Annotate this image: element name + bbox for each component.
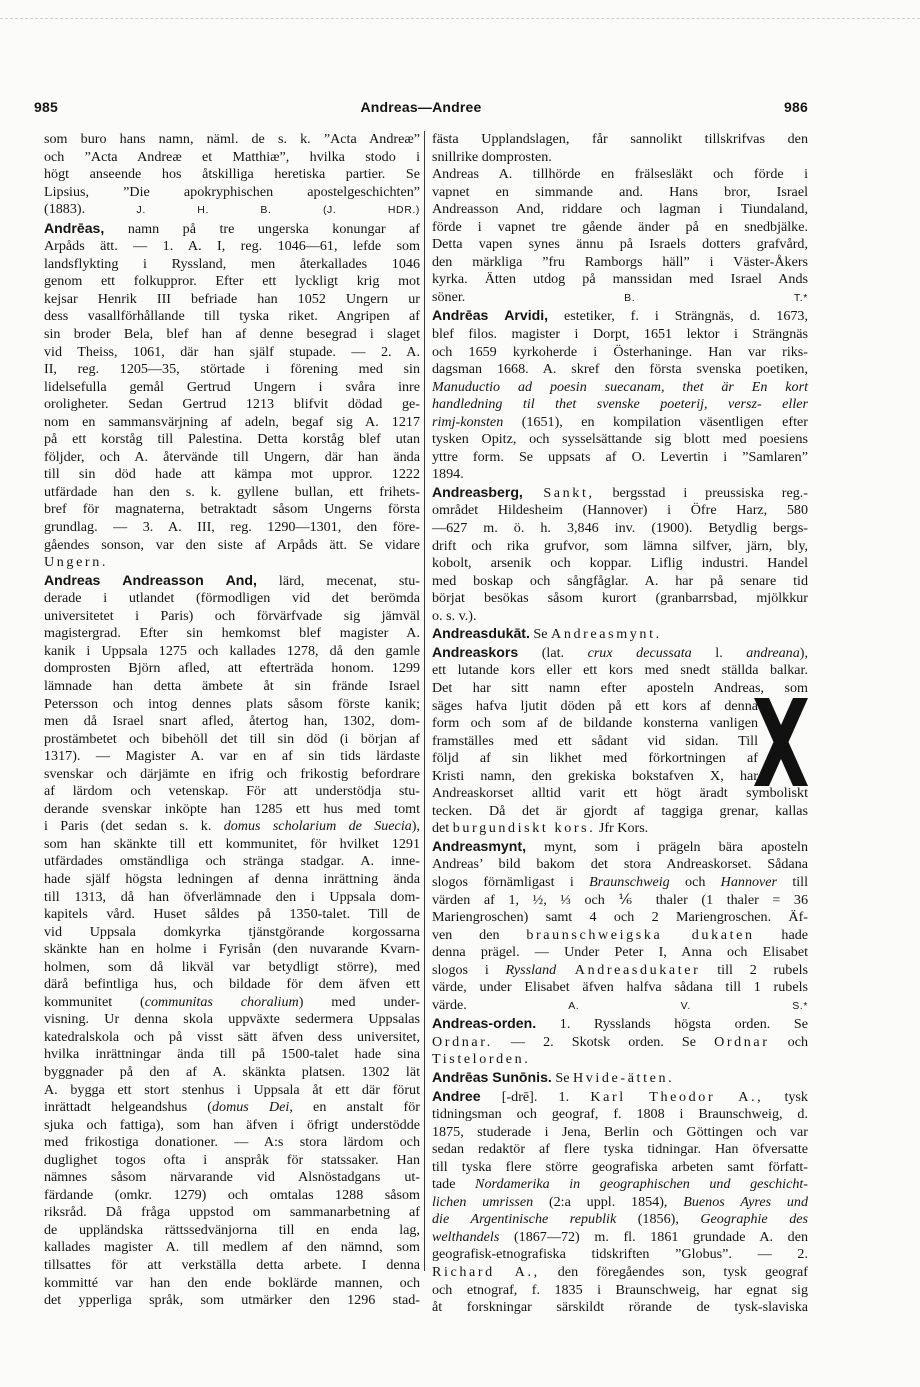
text-line: Detta vapen synes ännu på Israels dotters grafvård, xyxy=(432,236,808,253)
text-line: derande svenskar inköpte han 1285 ett hus med tomt xyxy=(44,800,420,817)
text-line: utfärdade han den s. k. gyllene bullan, ett frihets- xyxy=(44,483,420,500)
text-line: Andreaskorset alltid varit ett högt äradt symboliskt xyxy=(432,785,808,802)
text-line: snillrike domprosten. xyxy=(432,148,552,165)
line-text: värde. xyxy=(432,996,467,1013)
text-line: och ”Acta Andreæ et Matthiæ”, hvilka stodo i xyxy=(44,148,420,165)
headword: Andreaskors xyxy=(432,643,519,660)
text-line: de uppländska rättssedvänjorna till en enda lag, xyxy=(44,1221,420,1238)
line-text: ), xyxy=(411,818,420,835)
headword: Andreas-orden. xyxy=(432,1015,537,1032)
entry-start xyxy=(432,307,808,326)
text-line: kyrka. Ätten utdog på manssidan med Israel Ands xyxy=(432,271,808,288)
text-line: landsflykting i Ryssland, men återkallades 1046 xyxy=(44,255,420,272)
text-line: universitetet i Paris) och förvärfvade sig jämväl xyxy=(44,607,420,624)
text-line xyxy=(432,414,808,432)
line-text: ven den xyxy=(432,926,527,943)
line-text: och xyxy=(769,1033,809,1050)
text-line: lämnade han detta ämbete åt sin frände Israel xyxy=(44,677,420,694)
headword: Andreasmynt, xyxy=(432,837,526,854)
text-line xyxy=(432,962,808,980)
text-line: Andreas’ bild bakom det stora Andreaskorset. Sådana xyxy=(432,856,808,873)
line-text: inrättadt helgeandshus ( xyxy=(44,1099,212,1116)
spaced-term: Sankt, xyxy=(522,484,595,501)
text-line: hade själf högsta ledningen af denna inrättning ända xyxy=(44,870,420,887)
text-line: tecken. Då det är gjordt af taggiga grenar, kallas xyxy=(432,802,808,819)
text-line: vid Uppsala domkyrka tjänstgörande korgossarna xyxy=(44,923,420,940)
right-column xyxy=(432,131,809,1316)
text-line xyxy=(432,820,808,838)
text-line: därå befintliga hus, och bildade för dem äfven ett xyxy=(44,976,420,993)
text-line: följd af sin likhet med förkortningen af xyxy=(432,750,758,767)
entry-start xyxy=(432,1088,808,1107)
line-text: ) med under- xyxy=(298,993,420,1010)
text-line: framställes med ett sådant vid sidan. Till xyxy=(432,732,758,749)
running-title: Andreas—Andree xyxy=(360,99,482,115)
italic-term: domus Dei, xyxy=(211,1099,293,1116)
line-text: Se xyxy=(551,1069,573,1086)
line-text: ), xyxy=(799,644,808,661)
line-text: slogos förnämligast i xyxy=(432,873,590,890)
text-line: gåendes sonson, var den siste af Arpåds ätt. Se vidare xyxy=(44,536,420,553)
line-text: och xyxy=(669,873,721,890)
spaced-term: burgundiskt kors. xyxy=(452,820,596,837)
line-text: det xyxy=(432,820,453,837)
line-text: hade xyxy=(754,926,808,943)
italic-term: welthandels xyxy=(432,1228,500,1245)
line-text: till xyxy=(777,873,809,890)
text-line: tysken Opitz, och sysselsättande sig blott med poesiens xyxy=(432,431,808,448)
text-line: börjat besökas såsom kurort (granbarrsbad, mjölkkur xyxy=(432,590,808,607)
cross-reference: Ordnar xyxy=(714,1033,770,1050)
text-line xyxy=(432,997,808,1016)
text-line: kobolt, arsenik och koppar. Liflig industri. Handel xyxy=(432,555,808,572)
left-column xyxy=(44,131,420,1309)
line-text: tade xyxy=(432,1176,476,1193)
text-line: domprosten Björn afled, att efterträda honom. 1299 xyxy=(44,660,420,677)
spaced-term: braunschweigska dukaten xyxy=(526,926,755,943)
text-line: som buro hans namn, näml. de s. k. ”Acta Andreæ” xyxy=(44,131,420,147)
text-line xyxy=(44,818,420,836)
page-top-rule xyxy=(0,18,920,19)
text-line xyxy=(432,1034,808,1052)
text-line: sjuka och fattiga), som han äfven i öfrigt understödde xyxy=(44,1116,420,1133)
text-line: tillsattes för att verkställa detta arbete. I denna xyxy=(44,1257,420,1273)
text-line: den märkliga ”fru Ramborgs häll” i Väster-Åkers xyxy=(432,253,808,270)
entry-start xyxy=(432,1069,808,1088)
text-line: duglighet togos ofta i anspråk för statssaker. Han xyxy=(44,1151,420,1168)
text-line: med frikostiga donationer. — A:s stora lärdom och xyxy=(44,1134,420,1151)
line-text: tysk xyxy=(763,1088,808,1105)
text-line: säges hafva ljutit döden på ett kors af denna xyxy=(432,697,758,714)
line-text: estetiker, f. i Strängnäs, d. 1673, xyxy=(548,308,808,325)
text-line: men då Israel snart afled, återtog han, 1302, dom- xyxy=(44,713,420,730)
entry-start xyxy=(44,572,420,591)
text-line: genom ett folkuppror. Efter ett lyckligt krig mot xyxy=(44,273,420,290)
text-line: åt forskningar särskildt rörande de tysk-slaviska xyxy=(432,1299,808,1316)
page-number-left: 985 xyxy=(34,99,58,115)
text-line: kallades magister A. till medlem af den nämnd, som xyxy=(44,1239,420,1256)
text-line: förde i vapnet tre gående änder på en snedbjälke. xyxy=(432,218,808,235)
text-line: skänkte han en holme i Fyrisån (den nuvarande Kvarn- xyxy=(44,941,420,958)
line-text: — 2. Skotsk orden. Se xyxy=(492,1033,715,1050)
cross-reference: Hvide-ätten. xyxy=(572,1069,675,1086)
italic-term: andreana xyxy=(746,644,800,661)
text-line: till 1313, då han öfverlämnade den i Uppsala dom- xyxy=(44,888,420,905)
column-divider xyxy=(424,131,425,1271)
entry-start xyxy=(432,625,808,644)
text-line: A. bygga ett stort stenhus i Uppsala åt ett där förut xyxy=(44,1081,420,1098)
italic-term: Ryssland xyxy=(505,961,557,978)
spaced-term: Andreasdukater xyxy=(556,961,701,978)
text-line xyxy=(44,201,420,220)
text-line: vapnet en simmande and. Hans bror, Israel xyxy=(432,183,808,200)
text-line: kanik i Uppsala 1275 och kallades 1278, då den gamle xyxy=(44,642,420,659)
text-line: byggnader på den af A. skänkta platsen. 1302 lät xyxy=(44,1063,420,1080)
italic-term: lichen umrissen xyxy=(432,1193,534,1210)
text-line xyxy=(432,1229,808,1247)
text-line xyxy=(432,874,808,892)
text-line: nämnes såsom närvarande vid Alsnöstadgans ut- xyxy=(44,1169,420,1186)
text-line: o. s. v.). xyxy=(432,607,477,624)
line-text: [-drē]. 1. xyxy=(480,1088,591,1105)
italic-term: communitas choralium xyxy=(144,993,299,1010)
text-line: denna prägel. — Under Peter I, Anna och Elisabet xyxy=(432,944,808,961)
line-text: den föregåendes son, tysk geograf xyxy=(539,1264,809,1280)
text-line: färdande (omkr. 1279) och omtalas 1288 såsom xyxy=(44,1186,420,1203)
entry-start xyxy=(432,644,808,663)
italic-title-line: Manuductio ad poesin suecanam, thet är En kort xyxy=(432,378,808,395)
text-line: riksråd. Då fråga uppstod om sammanarbetning af xyxy=(44,1204,420,1221)
cross-figure-block xyxy=(432,698,808,786)
text-line: och 1659 kyrkoherde i Österhaninge. Han var riks- xyxy=(432,343,808,360)
line-text: lärd, mecenat, stu- xyxy=(256,572,420,589)
text-line: värde, under Elisabet äfven halfva sådana till 1 rubels xyxy=(432,979,808,996)
line-text: (2:a uppl. 1854), xyxy=(533,1193,684,1210)
text-line: magistergrad. Efter sin hemkomst blef magister A. xyxy=(44,625,420,642)
page-number-right: 986 xyxy=(784,99,808,115)
text-line: Petersson och intog dennes plats såsom förste kanik; xyxy=(44,695,420,712)
text-line: området Hildesheim (Hannover) i Öfre Harz, 580 xyxy=(432,502,808,519)
headword: Andreasberg, xyxy=(432,483,523,500)
text-line: Andreas A. tillhörde en frälsesläkt och förde i xyxy=(432,166,808,183)
text-line: drift och rika grufvor, som lämna silfver, järn, bly, xyxy=(432,537,808,554)
text-line: form och som af de bildande konsterna vanligen xyxy=(432,715,758,732)
line-text: (1651), en kompilation väsentligen efter xyxy=(503,413,808,430)
text-line: till tyska flere större geografiska arbeten samt författ- xyxy=(432,1158,808,1175)
entry-start xyxy=(432,1015,808,1034)
cross-reference: Ungern. xyxy=(44,554,108,571)
line-text: till 2 rubels xyxy=(700,961,808,978)
italic-term: domus scholarium de Suecia xyxy=(223,818,412,835)
text-line: 1894. xyxy=(432,466,464,483)
text-line: på ett korståg till Palestina. Detta korståg blef utan xyxy=(44,431,420,448)
headword: Andrēas, xyxy=(44,219,105,236)
text-line: värden af 1, ½, ⅓ och ⅙ thaler (1 thaler = 36 xyxy=(432,891,808,908)
text-line: visning. Ur denna skola uppväxte sedermera Uppsalas xyxy=(44,1011,420,1028)
text-line: af lärdom och vetenskap. För att understödja stu- xyxy=(44,783,420,800)
entry-start xyxy=(44,220,420,239)
line-text: söner. xyxy=(432,288,466,305)
author-signature: A. V. S.* xyxy=(568,999,808,1012)
text-line: prostämbetet och bibehöll det till sin död (i början af xyxy=(44,730,420,747)
text-line: kommitté var han den ende boklärde mannen, och xyxy=(44,1274,420,1291)
italic-term: rimj-konsten xyxy=(432,413,504,430)
text-line xyxy=(432,1194,808,1212)
italic-term: Geographie des xyxy=(700,1211,808,1228)
line-text: (lat. xyxy=(518,644,588,661)
text-line xyxy=(432,927,808,945)
line-text: (1867—72) m. fl. 1861 grundade A. den xyxy=(499,1228,808,1245)
headword: Andrēas Arvidi, xyxy=(432,307,549,324)
text-line xyxy=(432,289,808,308)
cross-reference: Andreasmynt. xyxy=(551,626,662,643)
text-line: följder, och A. återvände till Ungern, där han ända xyxy=(44,448,420,465)
text-line: Kristi namn, den grekiska bokstafven X, har xyxy=(432,767,758,784)
line-text: namn på tre ungerska konungar af xyxy=(104,220,420,237)
text-line: vid Theiss, 1061, där han själf stupade. — 2. A. xyxy=(44,343,420,360)
text-line: till sin död hade att kämpa mot uppror. 1222 xyxy=(44,466,420,483)
text-line: oroligheter. Sedan Gertrud 1213 blifvit dödad ge- xyxy=(44,396,420,413)
line-text: i Paris (det sedan s. k. xyxy=(44,818,224,835)
entry-start xyxy=(432,838,808,857)
italic-term: Buenos Ayres und xyxy=(683,1193,808,1210)
text-line: yttre form. Se uppsats af O. Levertin i ”Samlaren” xyxy=(432,448,808,465)
text-line: Mariengroschen) samt 4 och 2 Mariengroschen. Äf- xyxy=(432,909,808,926)
text-line: 1317). — Magister A. var en af sin tids lärdaste xyxy=(44,748,420,765)
italic-term: Nordamerika in geographischen und geschicht- xyxy=(475,1176,809,1193)
italic-term: Hannover xyxy=(720,873,778,890)
text-line: bref för magnaterna, betraktadt såsom Ungerns första xyxy=(44,501,420,518)
line-text: bergsstad i preussiska reg.- xyxy=(594,484,808,501)
line-text: 1. Rysslands högsta orden. Se xyxy=(536,1016,808,1033)
text-line: 1875, studerade i Jena, Berlin och Göttingen och var xyxy=(432,1123,808,1140)
page-header xyxy=(34,99,808,119)
text-line: utfärdades omständliga och stränga stadgar. A. inne- xyxy=(44,853,420,870)
headword: Andrēas Sunōnis. xyxy=(432,1068,552,1085)
italic-term: Braunschweig xyxy=(589,873,670,890)
text-line: Det har sitt namn efter aposteln Andreas, som xyxy=(432,679,808,696)
headword: Andreasdukāt. xyxy=(432,625,530,642)
text-line: tidningsman och geograf, f. 1808 i Braunschweig, d. xyxy=(432,1106,808,1123)
text-line: geografisk-etnografiska tidskriften ”Globus”. — 2. xyxy=(432,1246,808,1263)
text-line: Arpåds ätt. — 1. A. I, reg. 1046—61, lefde som xyxy=(44,238,420,255)
x-cross-icon xyxy=(754,698,808,786)
text-line xyxy=(432,1264,808,1282)
line-text: en anstalt för xyxy=(292,1099,420,1116)
spaced-term: Karl Theodor A., xyxy=(590,1088,764,1105)
text-line: fästa Upplandslagen, får sannolikt tillskrifvas den xyxy=(432,131,808,147)
line-text: Jfr Kors. xyxy=(595,820,649,837)
text-line: högt anseende hos åtskilliga heretiska partier. Se xyxy=(44,166,420,183)
text-line: dagsman 1668. A. skref den första svenska poetiken, xyxy=(432,361,808,378)
text-line: —627 m. ö. h. 3,846 inv. (1900). Betydlig bergs- xyxy=(432,520,808,537)
line-text: l. xyxy=(691,644,747,661)
line-text: kommunitet ( xyxy=(44,993,145,1010)
text-line xyxy=(44,1099,420,1117)
author-signature: J. H. B. (J. HDR.) xyxy=(136,204,420,217)
cross-reference: Tistelorden. xyxy=(432,1051,531,1068)
line-text: slogos i xyxy=(432,961,506,978)
text-line: sin broder Bela, blef han af denne besegrad i slaget xyxy=(44,326,420,343)
cross-reference: Ordnar. xyxy=(432,1033,493,1050)
text-line: Lipsius, ”Die apokryphischen apostelgeschichten” xyxy=(44,183,420,200)
text-line xyxy=(432,1176,808,1194)
text-line: sedan redaktör af flere tyska tidningar. Han öfversatte xyxy=(432,1141,808,1158)
spaced-term: Richard A., xyxy=(432,1264,540,1280)
italic-term: die Argentinische republik xyxy=(432,1211,617,1228)
text-line: blef filos. magister i Dorpt, 1651 lektor i Strängnäs xyxy=(432,326,808,343)
text-line: derade i utlandet (förmodligen vid det berömda xyxy=(44,590,420,607)
line-text: (1883). xyxy=(44,201,86,218)
headword: Andree xyxy=(432,1087,481,1104)
text-line: och etnograf, f. 1835 i Braunschweig, har egnat sig xyxy=(432,1281,808,1298)
author-signature: B. T.* xyxy=(624,291,808,304)
headword: Andreas Andreasson And, xyxy=(44,571,257,588)
text-line: nom en sammansvärjning af adeln, begaf sig A. 1217 xyxy=(44,413,420,430)
text-line: Andreasson And, riddare och lagman i Tiundaland, xyxy=(432,201,808,218)
italic-title-line: handledning til thet svenske poeterij, versz- eller xyxy=(432,396,808,413)
text-line: som han skänkte till ett kommunitet, för hvilket 1291 xyxy=(44,835,420,852)
text-line: II, reg. 1205—35, störtade i förening med sin xyxy=(44,361,420,378)
line-text: mynt, som i prägeln bära aposteln xyxy=(525,838,808,855)
text-line: dess vasallförhållande till tyska riket. Angripen af xyxy=(44,308,420,325)
text-line: grundlag. — 3. A. III, reg. 1290—1301, den före- xyxy=(44,519,420,536)
text-line: det ypperliga språk, som utmärker den 1296 stad- xyxy=(44,1292,420,1309)
text-line xyxy=(432,1211,808,1229)
text-line: holmen, som då likväl var betydligt större), med xyxy=(44,958,420,975)
text-line: ett lutande kors eller ett kors med snedt ställda balkar. xyxy=(432,662,808,679)
line-text: (1856), xyxy=(616,1211,701,1228)
text-line: kapitels vård. Huset såldes på 1350-talet. Till de xyxy=(44,906,420,923)
text-line: med boskap och sångfåglar. A. har på senare tid xyxy=(432,572,808,589)
text-line xyxy=(44,994,420,1012)
text-line: katedralskola och på visst sätt äfven dess universitet, xyxy=(44,1028,420,1045)
line-text: Se xyxy=(529,626,552,643)
text-line: hvilka inrättningar ända till på 1500-talet hade sina xyxy=(44,1046,420,1063)
entry-start xyxy=(432,484,808,503)
text-line: kejsar Henrik III befriade han 1052 Ungern ur xyxy=(44,290,420,307)
italic-term: crux decussata xyxy=(587,644,692,661)
text-line: svenskar och därjämte en ifrig och frikostig befordrare xyxy=(44,765,420,782)
text-line: lidelsefulla gemål Gertrud Ungern i svåra inre xyxy=(44,378,420,395)
